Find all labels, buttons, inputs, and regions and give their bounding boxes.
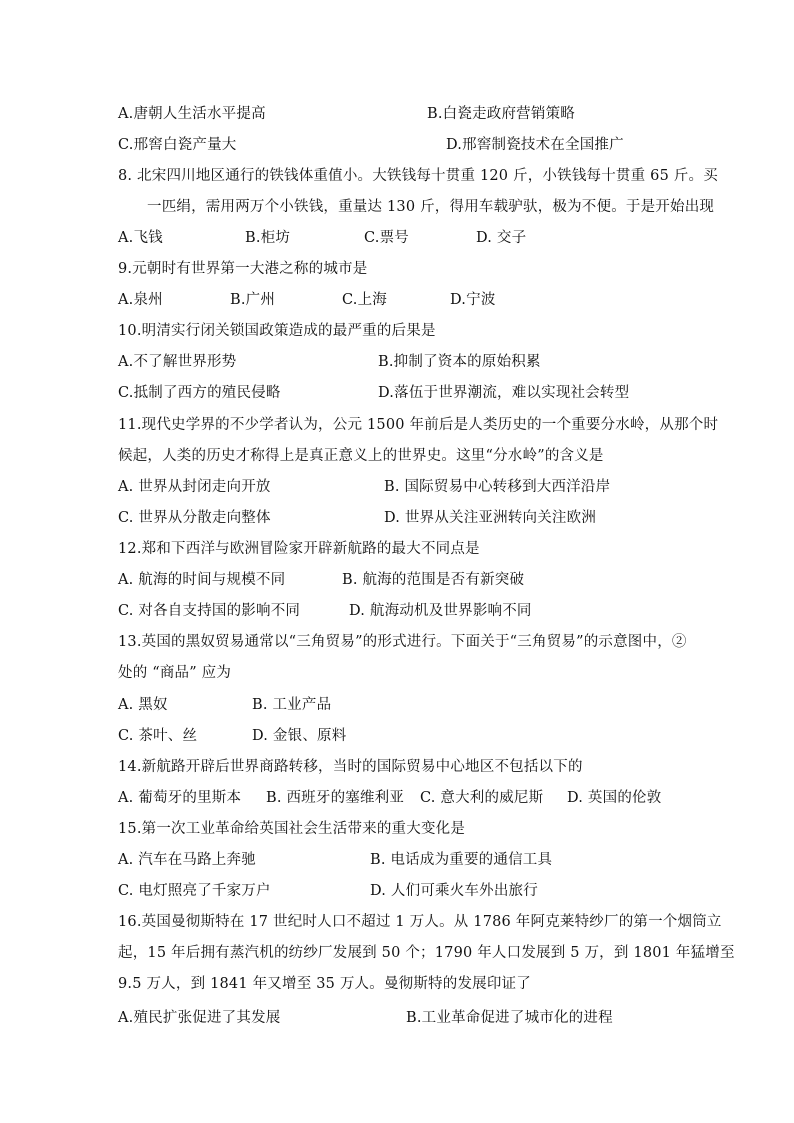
q10-stem: 10.明清实行闭关锁国政策造成的最严重的后果是: [118, 323, 436, 339]
q13-option-c: C. 茶叶、丝: [118, 728, 198, 744]
q10-option-c: C.抵制了西方的殖民侵略: [118, 385, 281, 401]
q8-option-b: B.柜坊: [245, 230, 291, 246]
q8-option-d: D. 交子: [476, 230, 527, 246]
q13-stem-line1: 13.英国的黑奴贸易通常以“三角贸易”的形式进行。下面关于“三角贸易”的示意图中，②: [118, 634, 687, 650]
q8-option-a: A.飞钱: [118, 230, 163, 246]
q12-option-c: C. 对各自支持国的影响不同: [118, 603, 301, 619]
q12-stem: 12.郑和下西洋与欧洲冒险家开辟新航路的最大不同点是: [118, 541, 480, 557]
q7-option-b: B.白瓷走政府营销策略: [427, 106, 575, 122]
q8-stem-line1: 8. 北宋四川地区通行的铁钱体重值小。大铁钱每十贯重 120 斤，小铁钱每十贯重 65 斤。买: [118, 168, 718, 184]
q13-option-a: A. 黑奴: [118, 697, 168, 713]
q11-option-d: D. 世界从关注亚洲转向关注欧洲: [384, 510, 597, 526]
q13-option-d: D. 金银、原料: [252, 728, 347, 744]
q13-stem-line2: 处的 “商品” 应为: [118, 665, 232, 681]
q15-option-d: D. 人们可乘火车外出旅行: [370, 883, 538, 899]
q11-option-a: A. 世界从封闭走向开放: [118, 479, 271, 495]
q10-option-d: D.落伍于世界潮流，难以实现社会转型: [378, 385, 630, 401]
q7-option-a: A.唐朝人生活水平提高: [118, 106, 266, 122]
q12-option-a: A. 航海的时间与规模不同: [118, 572, 286, 588]
q9-option-c: C.上海: [342, 292, 387, 308]
q14-option-a: A. 葡萄牙的里斯本: [118, 790, 242, 806]
q16-stem-line2: 起，15 年后拥有蒸汽机的纺纱厂发展到 50 个；1790 年人口发展到 5 万，到 1801 年猛增至: [118, 945, 735, 961]
q15-option-b: B. 电话成为重要的通信工具: [370, 852, 553, 868]
q16-stem-line1: 16.英国曼彻斯特在 17 世纪时人口不超过 1 万人。从 1786 年阿克莱特纱厂的第一个烟筒立: [118, 914, 722, 930]
q15-stem: 15.第一次工业革命给英国社会生活带来的重大变化是: [118, 821, 466, 837]
q8-stem-line2: 一匹绢，需用两万个小铁钱，重量达 130 斤，得用车载驴驮，极为不便。于是开始出现: [147, 199, 715, 215]
q11-stem-line1: 11.现代史学界的不少学者认为，公元 1500 年前后是人类历史的一个重要分水岭，从那个时: [118, 417, 719, 433]
q9-option-b: B.广州: [230, 292, 276, 308]
q14-option-d: D. 英国的伦敦: [567, 790, 662, 806]
q14-option-c: C. 意大利的威尼斯: [420, 790, 544, 806]
q9-option-d: D.宁波: [450, 292, 496, 308]
q15-option-a: A. 汽车在马路上奔驰: [118, 852, 256, 868]
q10-option-b: B.抑制了资本的原始积累: [378, 354, 541, 370]
q14-stem: 14.新航路开辟后世界商路转移，当时的国际贸易中心地区不包括以下的: [118, 759, 583, 775]
q11-option-b: B. 国际贸易中心转移到大西洋沿岸: [384, 479, 611, 495]
q16-stem-line3: 9.5 万人，到 1841 年又增至 35 万人。曼彻斯特的发展印证了: [118, 976, 531, 992]
q7-option-d: D.邢窖制瓷技术在全国推广: [446, 137, 624, 153]
q12-option-b: B. 航海的范围是否有新突破: [342, 572, 525, 588]
q10-option-a: A.不了解世界形势: [118, 354, 237, 370]
q9-stem: 9.元朝时有世界第一大港之称的城市是: [118, 261, 368, 277]
q16-option-b: B.工业革命促进了城市化的进程: [406, 1010, 613, 1026]
q15-option-c: C. 电灯照亮了千家万户: [118, 883, 271, 899]
q11-option-c: C. 世界从分散走向整体: [118, 510, 271, 526]
q8-option-c: C.票号: [364, 230, 409, 246]
q13-option-b: B. 工业产品: [252, 697, 332, 713]
q7-option-c: C.邢窖白瓷产量大: [118, 137, 237, 153]
q9-option-a: A.泉州: [118, 292, 163, 308]
q16-option-a: A.殖民扩张促进了其发展: [118, 1010, 281, 1026]
q12-option-d: D. 航海动机及世界影响不同: [349, 603, 532, 619]
q11-stem-line2: 候起，人类的历史才称得上是真正意义上的世界史。这里“分水岭”的含义是: [118, 448, 604, 464]
q14-option-b: B. 西班牙的塞维利亚: [266, 790, 405, 806]
